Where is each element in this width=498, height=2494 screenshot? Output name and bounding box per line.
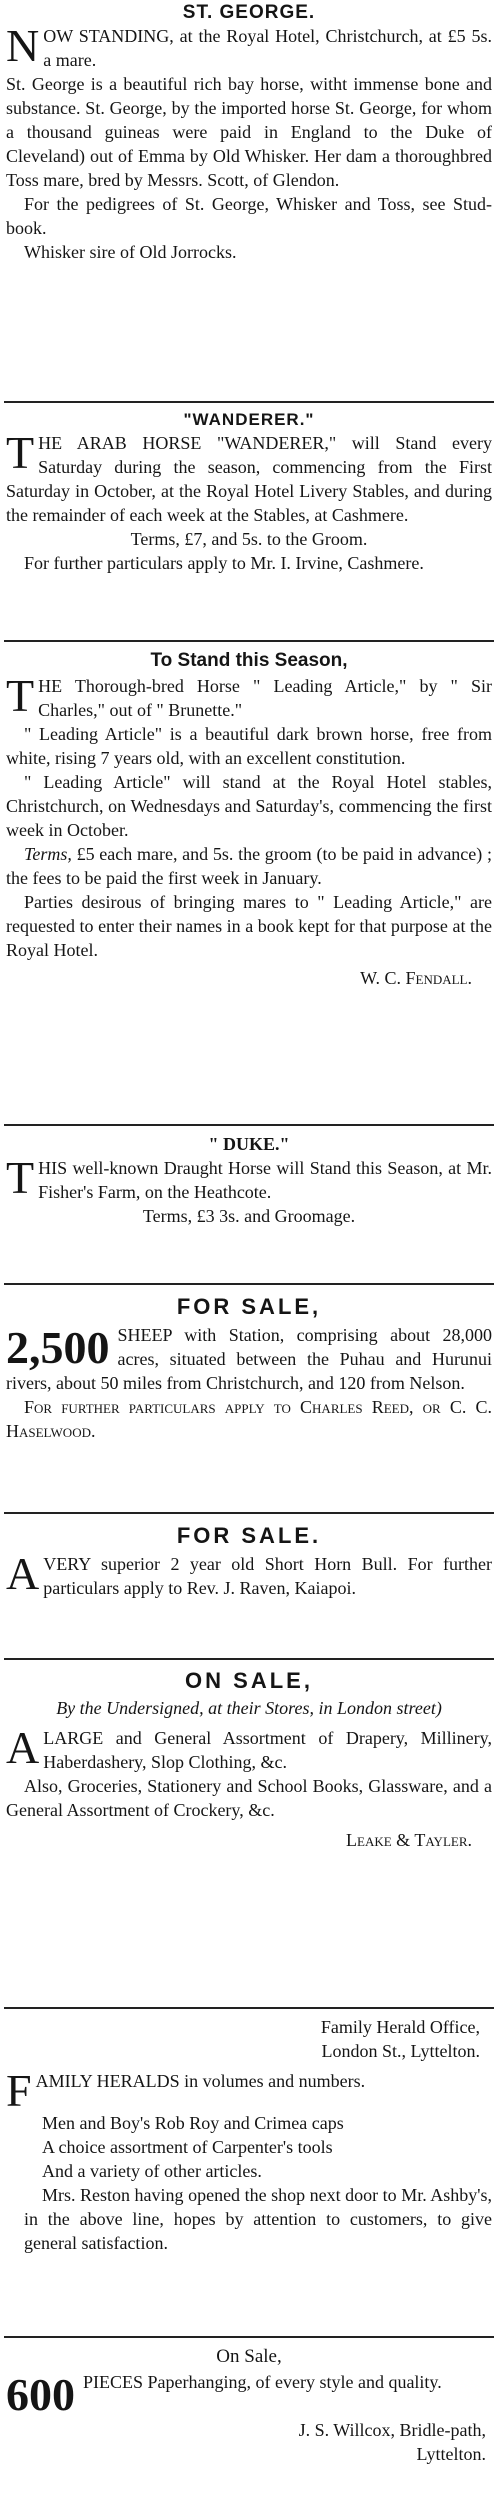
ad-terms: £5 each mare, and 5s. the groom (to be paid in advance) ; the fees to be paid the first week in January. [6, 844, 492, 888]
ad-lead: HE ARAB HORSE "WANDERER," will Stand every Saturday during the season, commencing from the First Saturday in October, at the Royal Hotel Livery Stables, and during the remainder of each week at the Stables, at Cashmere. [6, 433, 492, 525]
ad-signature: Leake & Tayler. [346, 1830, 472, 1850]
ad-terms: Terms, £3 3s. and Groomage. [142, 1206, 356, 1226]
ad-lead: OW STANDING, at the Royal Hotel, Christchurch, at £5 5s. a mare. [43, 26, 492, 70]
drop-cap: A [6, 1722, 40, 1773]
ad-subheading: By the Undersigned, at their Stores, in London street) [56, 1698, 442, 1718]
ad-heading: FOR SALE. [176, 1523, 322, 1548]
ad-lead: VERY superior 2 year old Short Horn Bull. For further particulars apply to Rev. J. Raven, Kaiapoi. [43, 1554, 492, 1598]
ad-bull-sale [0, 1520, 498, 1652]
ad-paperhanging [0, 2344, 498, 2494]
ad-duke [0, 1132, 498, 1277]
ad-lead: HIS well-known Draught Horse will Stand this Season, at Mr. Fisher's Farm, on the Heathcote. [38, 1158, 492, 1202]
drop-cap: T [6, 670, 35, 721]
ad-heading: ON SALE, [185, 1668, 313, 1693]
ad-signature: W. C. Fendall. [360, 968, 472, 988]
ad-body: Parties desirous of bringing mares to " Leading Article," are requested to enter their names in a book kept for that purpose at the Royal Hotel. [6, 892, 492, 960]
divider [4, 1658, 494, 1660]
ad-body: Also, Groceries, Stationery and School Books, Glassware, and a General Assortment of Crockery, &c. [6, 1776, 492, 1820]
ad-st-george [0, 0, 498, 395]
ad-heading: On Sale, [216, 2346, 282, 2367]
divider [4, 2007, 494, 2009]
office-address: London St., Lyttelton. [321, 2041, 480, 2061]
ad-heading: To Stand this Season, [150, 650, 348, 671]
ad-body: " Leading Article" is a beautiful dark brown horse, free from white, rising 7 years old, with an excellent constitution. [6, 724, 492, 768]
ad-line: Men and Boy's Rob Roy and Crimea caps [42, 2113, 344, 2133]
office-name: Family Herald Office, [320, 2017, 480, 2037]
divider [4, 640, 494, 642]
ad-line: A choice assortment of Carpenter's tools [42, 2137, 333, 2157]
ad-heading: FOR SALE, [176, 1294, 322, 1319]
ad-line: And a variety of other articles. [42, 2161, 262, 2181]
ad-heading: "WANDERER." [183, 410, 315, 429]
drop-cap: N [6, 20, 40, 71]
ad-lead: LARGE and General Assortment of Drapery, Millinery, Haberdashery, Slop Clothing, &c. [43, 1728, 492, 1772]
divider [4, 1512, 494, 1514]
divider [4, 1124, 494, 1126]
quantity-number: 2,500 [6, 1322, 110, 1373]
ad-lead: AMILY HERALDS in volumes and numbers. [35, 2071, 366, 2091]
drop-cap: T [6, 1152, 35, 1203]
drop-cap: F [6, 2065, 32, 2116]
ad-body: Mrs. Reston having opened the shop next door to Mr. Ashby's, in the above line, hopes by attention to customers, to give general satisfaction. [24, 2185, 492, 2253]
drop-cap: A [6, 1548, 40, 1599]
ad-sheep-sale [0, 1291, 498, 1506]
ad-contact: For further particulars apply to Charles Reed, or C. C. Haselwood. [6, 1397, 492, 1441]
ad-wanderer [0, 409, 498, 634]
ad-family-herald [0, 2015, 498, 2330]
ad-body: " Leading Article" will stand at the Royal Hotel stables, Christchurch, on Wednesdays and Saturday's, commencing the first week in October. [6, 772, 492, 840]
ad-heading: ST. GEORGE. [182, 2, 316, 23]
drop-cap: T [6, 427, 35, 478]
divider [4, 2336, 494, 2338]
ad-lead: SHEEP with Station, comprising about 28,000 acres, situated between the Puhau and Hurunui rivers, about 50 miles from Christchurch, and 120 from Nelson. [6, 1325, 492, 1393]
ad-heading: " DUKE." [208, 1134, 290, 1154]
ad-body: For the pedigrees of St. George, Whisker and Toss, see Stud-book. [6, 194, 492, 238]
ad-lead: HE Thorough-bred Horse " Leading Article," by " Sir Charles," out of " Brunette." [38, 676, 492, 720]
quantity-number: 600 [6, 2369, 75, 2420]
ad-contact: For further particulars apply to Mr. I. Irvine, Cashmere. [24, 553, 424, 573]
ad-lead: PIECES Paperhanging, of every style and quality. [83, 2372, 442, 2392]
divider [4, 401, 494, 403]
ad-place: Lyttelton. [416, 2444, 486, 2464]
ad-signature: J. S. Willcox, Bridle-path, [298, 2420, 486, 2440]
divider [4, 1283, 494, 1285]
ad-body: St. George is a beautiful rich bay horse, witht immense bone and substance. St. George, by the imported horse St. George, for whom a thousand guineas were paid in England to the Duke of Cleveland) out of Emma by Old Whisker. Her dam a thoroughbred Toss mare, bred by Messrs. Scott, of Glendon. [6, 74, 492, 190]
ad-on-sale [0, 1666, 498, 2001]
ad-terms: Terms, £7, and 5s. to the Groom. [130, 529, 368, 549]
ad-leading-article [0, 648, 498, 1118]
terms-label: Terms, [24, 844, 72, 864]
ad-body: Whisker sire of Old Jorrocks. [24, 242, 237, 262]
